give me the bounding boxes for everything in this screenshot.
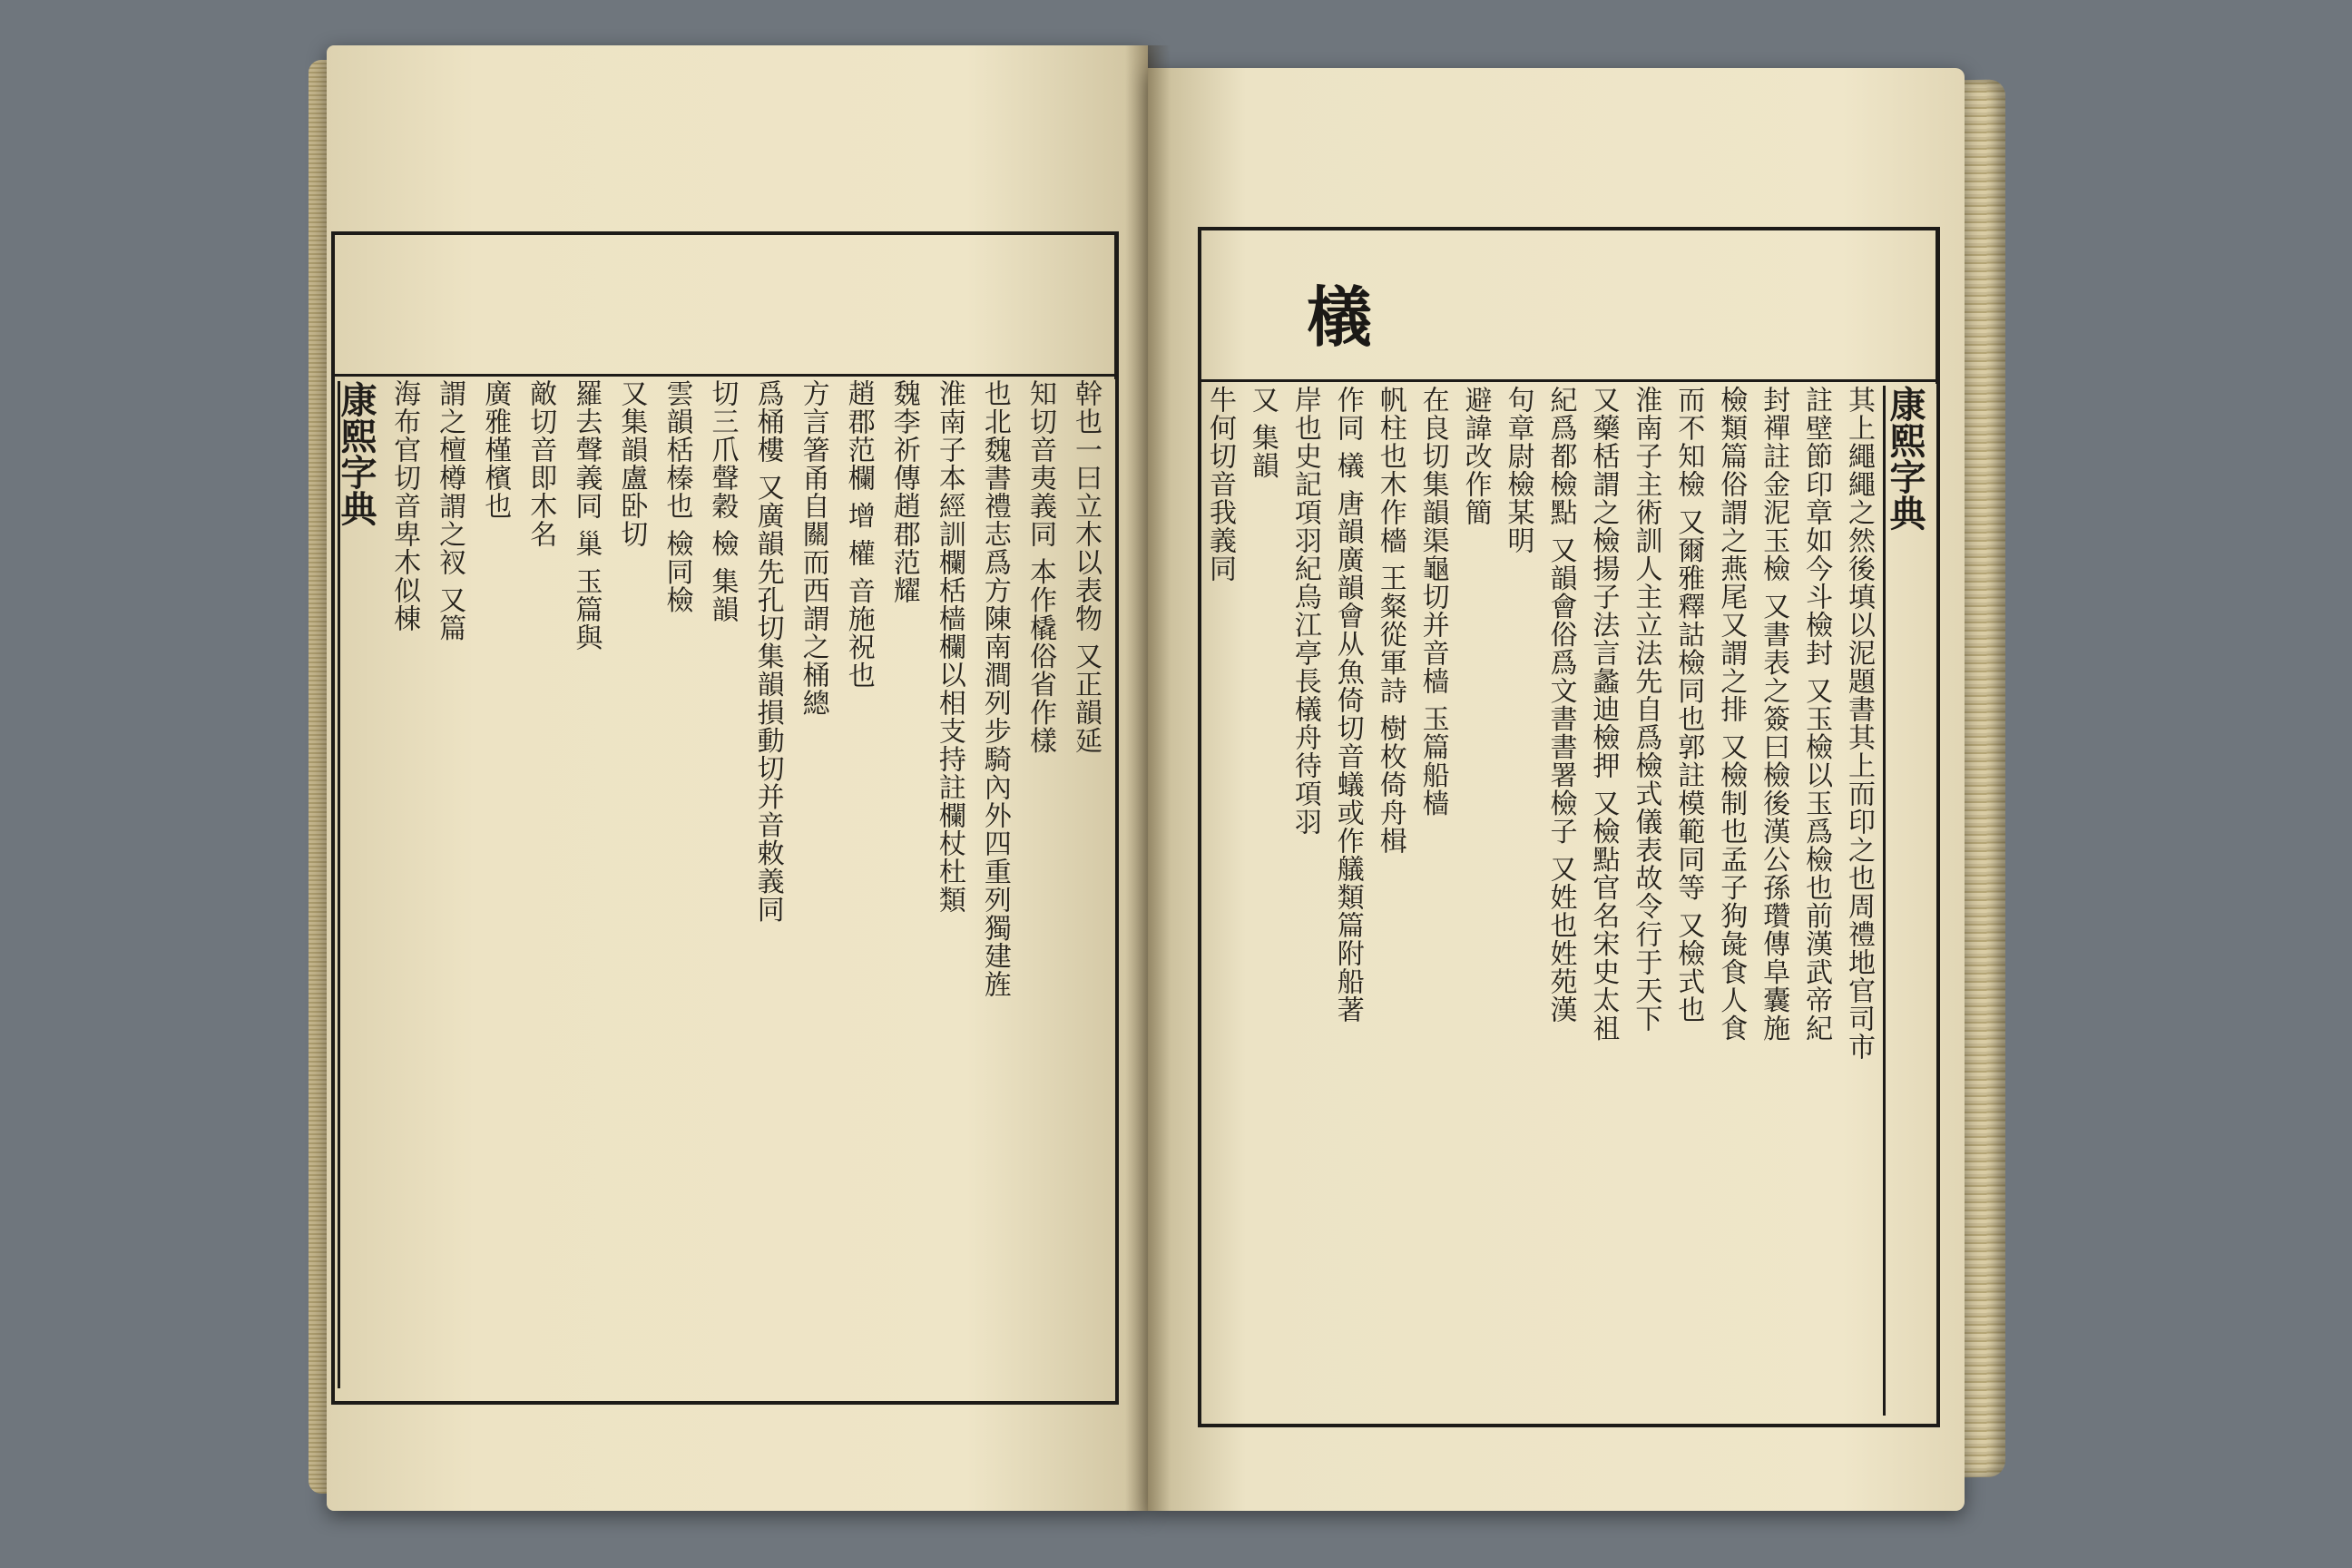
text-column: 牛何切音我義同 (1203, 386, 1236, 583)
text-column: 廣雅槿檳也 (479, 379, 512, 520)
text-column: 切三爪聲穀 檢 集韻 (706, 379, 739, 624)
text-column: 紀爲都檢點 又韻會俗爲文書書署檢子 又姓也姓苑漢 (1544, 386, 1577, 1024)
text-column: 海布官切音卑木似棟 (388, 379, 421, 632)
right-head-glyph: 檥 (1307, 279, 1373, 356)
book-gutter (1125, 45, 1171, 1511)
text-column: 魏李祈傳趙郡范耀 (887, 379, 920, 604)
text-column: 也北魏書禮志爲方陳南澗列步騎內外四重列獨建旌 (978, 379, 1011, 998)
text-column: 作同 檥 唐韻廣韻會从魚倚切音蟻或作艤類篇附船著 (1331, 386, 1364, 1024)
text-column: 避諱改作簡 (1459, 386, 1492, 526)
text-column: 又藥栝謂之檢揚子法言蠡迪檢押 又檢點官名宋史太祖 (1587, 386, 1620, 1043)
text-column: 檢類篇俗謂之燕尾又謂之排 又檢制也孟子狗彘食人食 (1715, 386, 1748, 1043)
text-column: 方言箸甬自關而西謂之桶總 (797, 379, 829, 717)
text-column: 謂之檀樽謂之衩 又篇 (434, 379, 466, 642)
text-column: 敵切音即木名 (524, 379, 557, 548)
text-column: 知切音夷義同 本作橇俗省作樣 (1024, 379, 1056, 755)
text-column: 封禪註金泥玉檢 又書表之簽曰檢後漢公孫瓚傳阜囊施 (1758, 386, 1790, 1043)
text-column: 其上繩繩之然後填以泥題書其上而印之也周禮地官司市 (1843, 386, 1875, 1061)
right-runner (1883, 386, 1931, 1416)
text-column: 淮南子本經訓欄栝樯欄以相支持註欄杖杜類 (933, 379, 965, 914)
text-column: 註壁節印章如今斗檢封 又玉檢以玉爲檢也前漢武帝紀 (1800, 386, 1833, 1043)
text-column: 岸也史記項羽紀烏江亭長檥舟待項羽 (1289, 386, 1321, 836)
text-column: 帆柱也木作檣 王粲從軍詩 樹枚倚舟楫 (1374, 386, 1406, 856)
right-text-columns (1203, 386, 1879, 1416)
runner-title: 康熙字典 (335, 381, 377, 526)
text-column: 淮南子主術訓人主立法先自爲檢式儀表故令行于天下 (1630, 386, 1662, 1033)
text-column: 在良切集韻渠龜切并音樯 玉篇船樯 (1416, 386, 1449, 818)
text-column: 爲桶樓 又廣韻先孔切集韻損動切并音敕義同 (751, 379, 784, 924)
text-column: 羅去聲義同 巢 玉篇與 (570, 379, 603, 652)
text-column: 又 集韻 (1246, 386, 1279, 480)
text-column: 句章尉檢某明 (1502, 386, 1534, 554)
text-column: 趙郡范欄 增 權 音施祝也 (842, 379, 875, 690)
text-column: 幹也一曰立木以表物 又正韻延 (1070, 379, 1102, 755)
left-text-columns (385, 379, 1106, 1391)
runner-title: 康熙字典 (1884, 386, 1926, 531)
left-runner (335, 381, 382, 1388)
text-column: 又集韻盧卧切 (615, 379, 648, 548)
text-column: 而不知檢 又爾雅釋詁檢同也郭註模範同等 又檢式也 (1672, 386, 1705, 1024)
text-column: 雲韻栝榛也 檢同檢 (661, 379, 693, 614)
